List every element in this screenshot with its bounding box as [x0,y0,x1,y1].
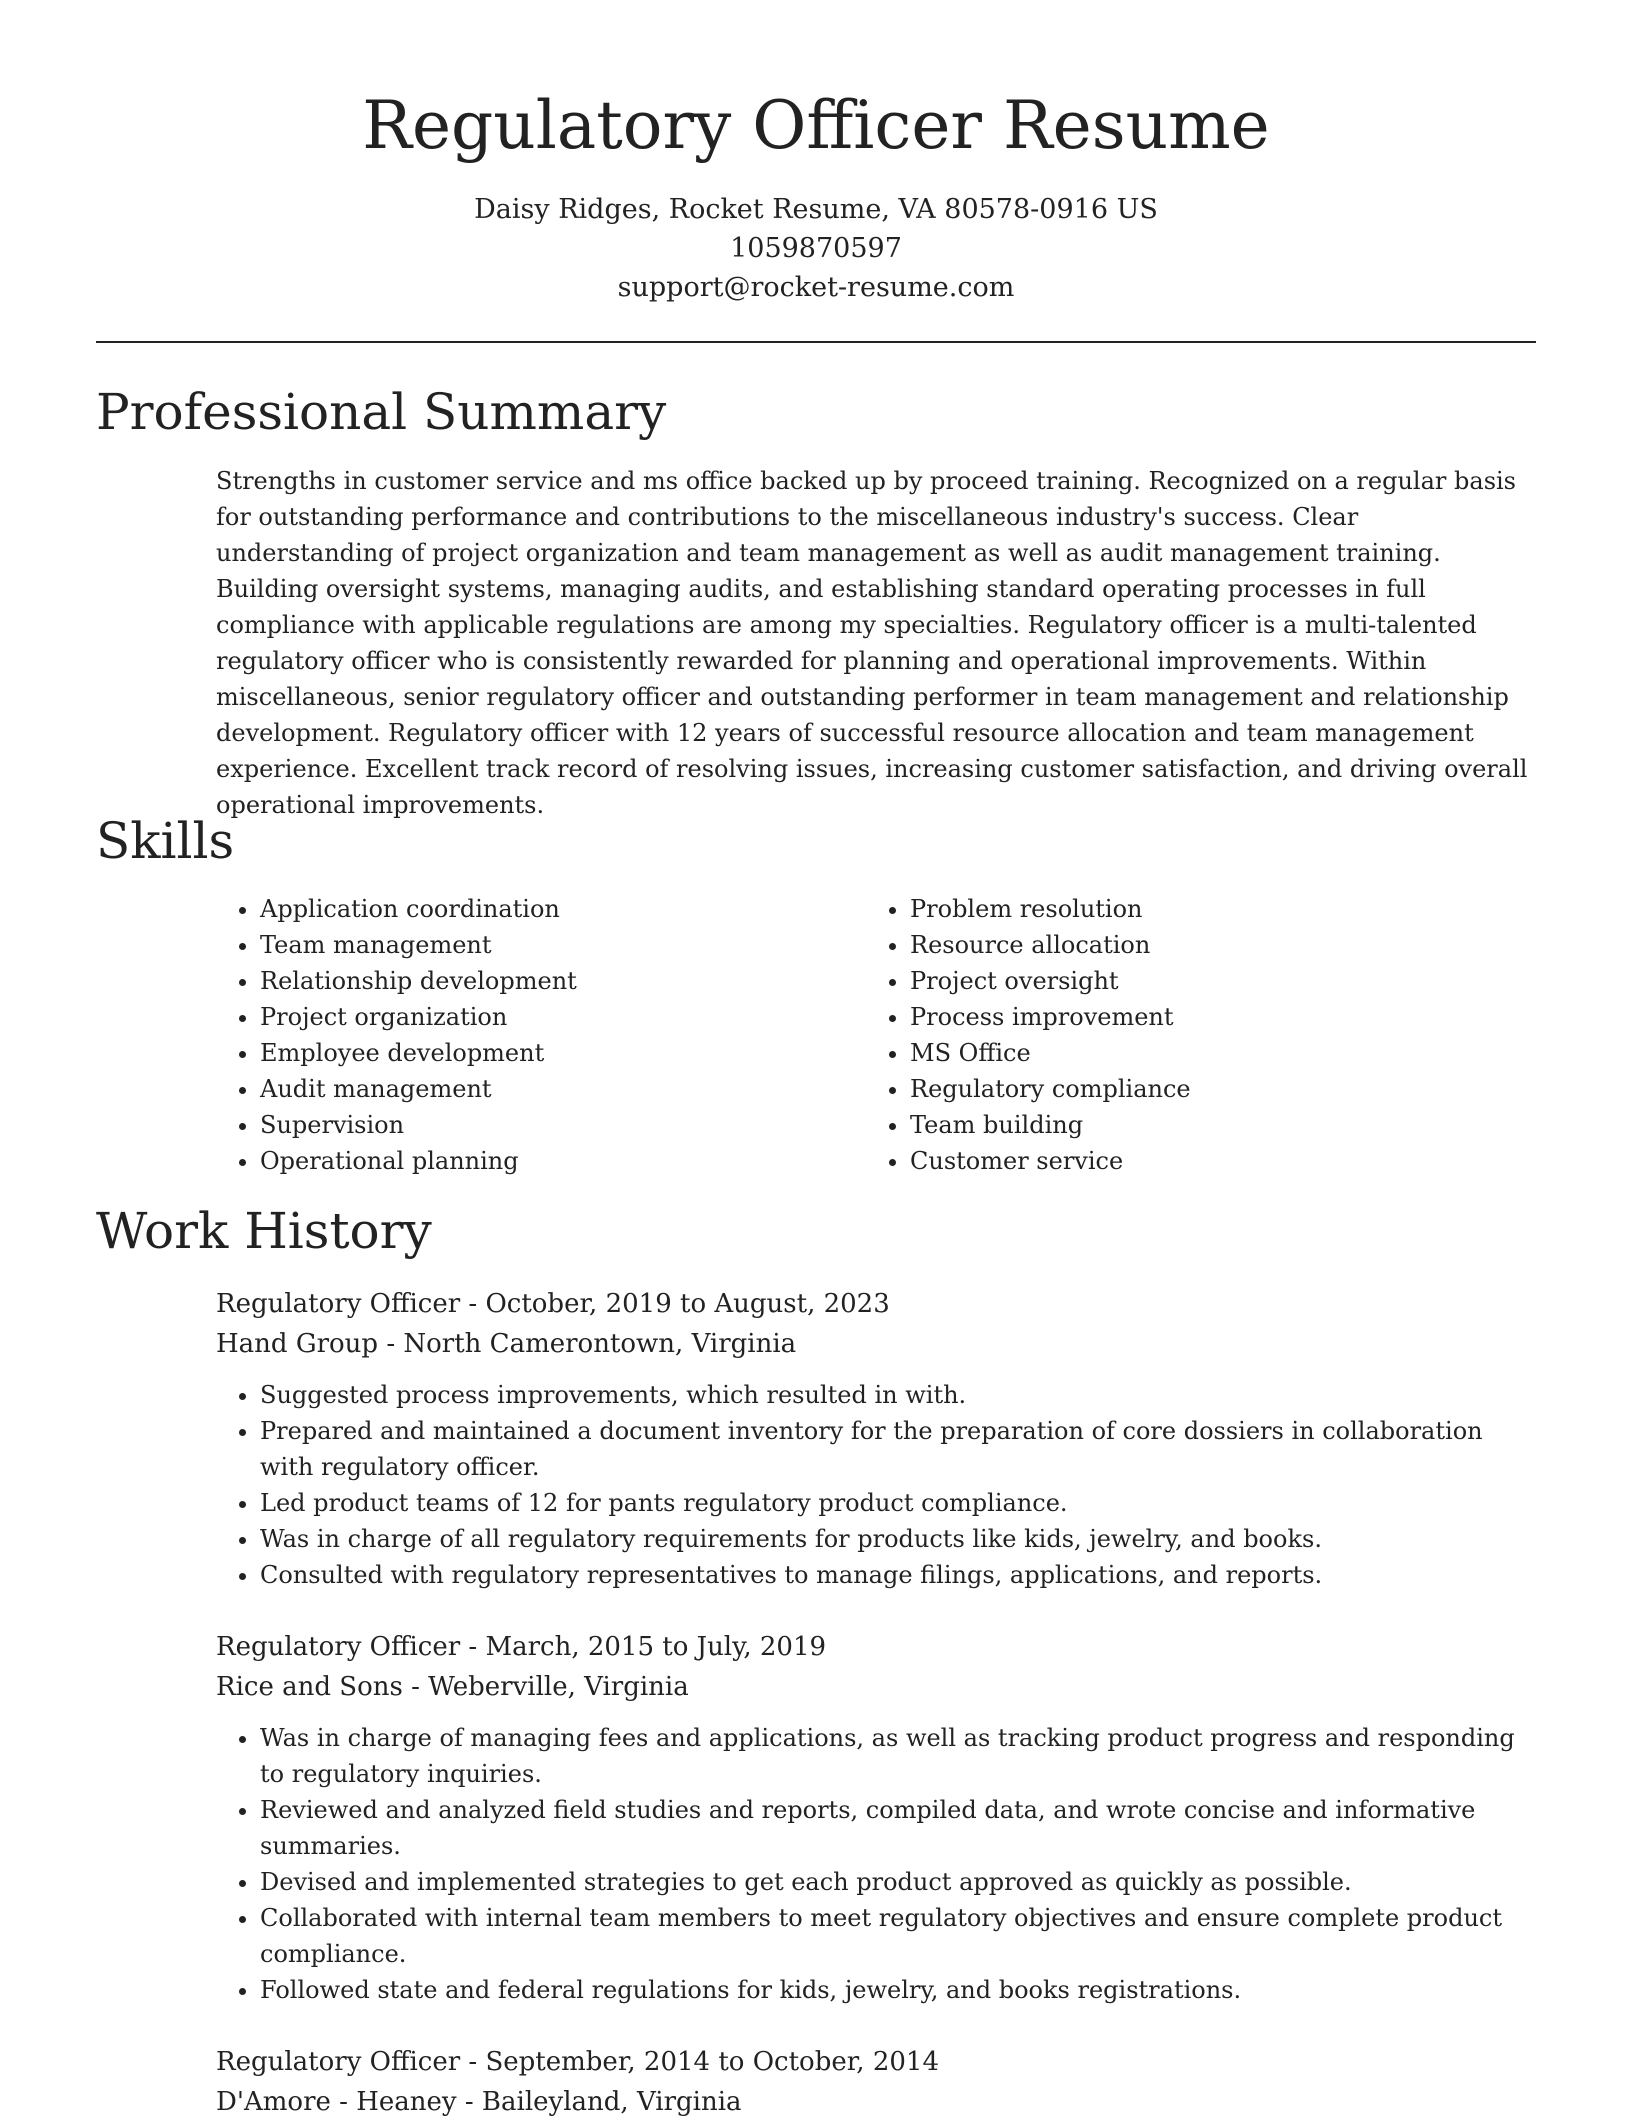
skill-item: • Project organization [260,999,577,1035]
job-duty: • Reviewed and analyzed field studies and reports, compiled data, and wrote concise and informative summaries. [260,1792,1536,1864]
skills-list-left [216,891,577,1179]
job-duty: • Followed state and federal regulations for kids, jewelry, and books registrations. [260,1972,1536,2008]
job-dates: - September, 2014 to October, 2014 [460,2047,939,2077]
job-location: - Baileyland, Virginia [456,2087,742,2117]
job-duty: • Suggested process improvements, which resulted in with. [260,1377,1536,1413]
contact-block [0,190,1632,307]
job-dates: - March, 2015 to July, 2019 [460,1632,827,1662]
job-location: - North Camerontown, Virginia [378,1329,797,1359]
job-entry [216,2042,1536,2122]
skill-item: • Team building [910,1107,1191,1143]
job-title-line [216,1627,1536,1667]
job-duty: • Consulted with regulatory representatives to manage filings, applications, and reports. [260,1557,1536,1593]
job-duty: • Was in charge of managing fees and applications, as well as tracking product progress and responding to regulatory inquiries. [260,1720,1536,1792]
contact-address: Daisy Ridges, Rocket Resume, VA 80578-0916 US [474,194,1158,225]
skill-item: • MS Office [910,1035,1191,1071]
job-title: Regulatory Officer [216,2047,461,2077]
skill-item: • Application coordination [260,891,577,927]
job-company: Hand Group [216,1329,379,1359]
job-title-line [216,1284,1536,1324]
skills-list-right [866,891,1191,1179]
skill-item: • Relationship development [260,963,577,999]
job-title: Regulatory Officer [216,1289,461,1319]
job-duty: • Prepared and maintained a document inventory for the preparation of core dossiers in collaboration with regulatory officer. [260,1413,1536,1485]
contact-email: support@rocket-resume.com [617,272,1015,303]
job-entry [216,1284,1536,1593]
job-location: - Weberville, Virginia [402,1672,689,1702]
skill-item: • Supervision [260,1107,577,1143]
job-company: D'Amore - Heaney [216,2087,457,2117]
summary-text: Strengths in customer service and ms office backed up by proceed training. Recognized on a regular basis for outstanding performance and contributions to the miscellaneous industry's success. Clear understanding of project organization and team management as well as audit management training. Building oversight systems, managing audits, and establishing standard operating processes in full compliance with applicable regulations are among my specialties. Regulatory officer is a multi-talented regulatory officer who is consistently rewarded for planning and operational improvements. Within miscellaneous, senior regulatory officer and outstanding performer in team management and relationship development. Regulatory officer with 12 years of successful resource allocation and team management experience. Excellent track record of resolving issues, increasing customer satisfaction, and driving overall operational improvements. [216,467,1528,819]
contact-phone: 1059870597 [730,233,902,264]
skill-item: • Operational planning [260,1143,577,1179]
skill-item: • Problem resolution [910,891,1191,927]
skill-item: • Regulatory compliance [910,1071,1191,1107]
job-company-line [216,1667,1536,1707]
skill-item: • Process improvement [910,999,1191,1035]
resume-title: Regulatory Officer Resume [362,87,1270,164]
work-history-heading: Work History [96,1202,432,1260]
skill-item: • Audit management [260,1071,577,1107]
job-title: Regulatory Officer [216,1632,461,1662]
summary-heading: Professional Summary [96,383,667,441]
job-dates: - October, 2019 to August, 2023 [460,1289,890,1319]
job-duty: • Devised and implemented strategies to get each product approved as quickly as possible. [260,1864,1536,1900]
skill-item: • Project oversight [910,963,1191,999]
skill-item: • Customer service [910,1143,1191,1179]
skill-item: • Team management [260,927,577,963]
job-title-line [216,2042,1536,2082]
job-duties-list [216,1720,1536,2008]
job-entry [216,1627,1536,2008]
skill-item: • Employee development [260,1035,577,1071]
skill-item: • Resource allocation [910,927,1191,963]
job-company: Rice and Sons [216,1672,403,1702]
job-duty: • Was in charge of all regulatory requirements for products like kids, jewelry, and books. [260,1521,1536,1557]
job-duties-list [216,1377,1536,1593]
job-company-line [216,2082,1536,2122]
header-divider [96,341,1536,343]
job-company-line [216,1324,1536,1364]
job-duty: • Collaborated with internal team members to meet regulatory objectives and ensure complete product compliance. [260,1900,1536,1972]
job-duty: • Led product teams of 12 for pants regulatory product compliance. [260,1485,1536,1521]
skills-heading: Skills [96,812,235,870]
